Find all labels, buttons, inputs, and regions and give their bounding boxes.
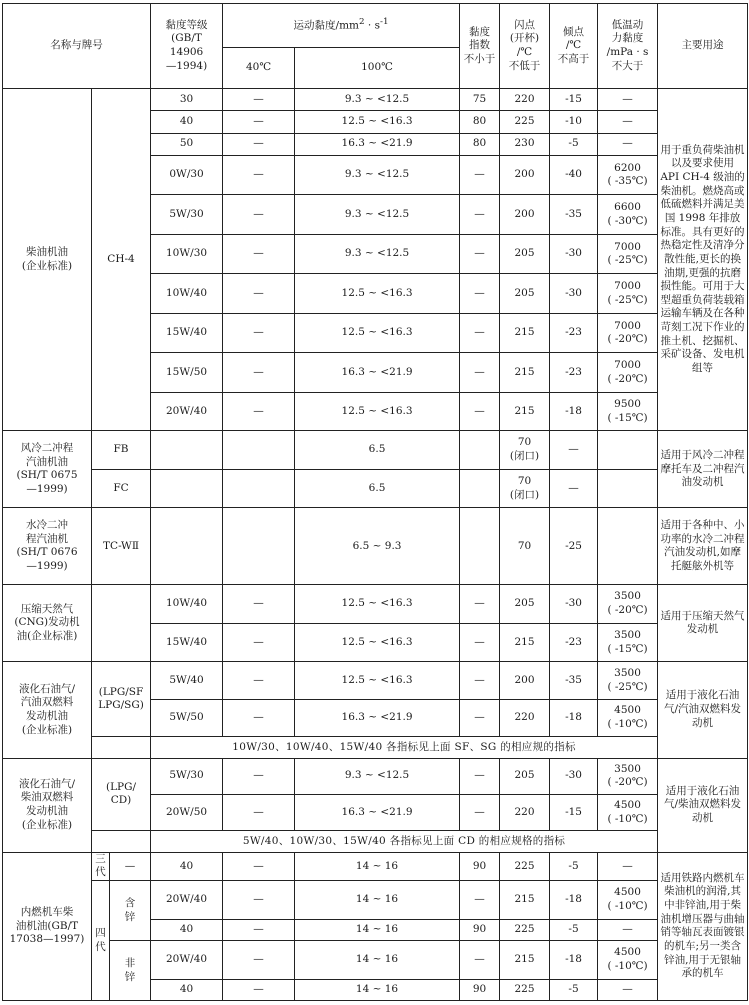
low-temp-cell: 4500 ( -10℃) — [598, 794, 658, 830]
vi-cell: — — [460, 758, 500, 794]
v40-cell: — — [223, 234, 295, 274]
v100-cell: 14 ~ 16 — [295, 919, 460, 940]
kv-prefix: 运动黏度/mm — [293, 19, 359, 32]
header-name-brand: 名称与牌号 — [3, 4, 151, 89]
header-row-1 — [3, 4, 748, 48]
v100-cell: 14 ~ 16 — [295, 979, 460, 1000]
low-temp-cell: 6200 ( -35℃) — [598, 155, 658, 195]
header-viscosity-index: 黏度 指数 不小于 — [460, 4, 500, 89]
vi-cell: — — [460, 662, 500, 699]
vi-cell — [460, 508, 500, 585]
grade-cell: 40 — [151, 852, 223, 881]
vi-cell: — — [460, 392, 500, 430]
v100-cell: 6.5 — [295, 469, 460, 507]
pour-cell: — — [550, 469, 598, 507]
flash-cell: 205 — [500, 234, 550, 274]
v100-cell: 9.3 ~ <12.5 — [295, 758, 460, 794]
v40-cell: — — [223, 794, 295, 830]
table-row — [3, 881, 748, 919]
grade-cell: 20W/50 — [151, 794, 223, 830]
low-temp-cell: 7000 ( -25℃) — [598, 274, 658, 314]
aircooled-usage: 适用于风冷二冲程摩托车及二冲程汽油发动机 — [658, 431, 748, 508]
aircooled-name: 风冷二冲程 汽油机油 (SH/T 0675 —1999) — [3, 431, 92, 508]
header-pour-point: 倾点 /℃ 不高于 — [550, 4, 598, 89]
grade-cell: 15W/40 — [151, 623, 223, 661]
low-temp-cell: 3500 ( -15℃) — [598, 623, 658, 661]
vi-cell: — — [460, 699, 500, 736]
pour-cell: -40 — [550, 155, 598, 195]
lpgdiesel-usage: 适用于液化石油气/柴油双燃料发动机 — [658, 758, 748, 852]
vi-cell: — — [460, 881, 500, 919]
table-row — [3, 662, 748, 699]
v40-cell: — — [223, 313, 295, 353]
gen4-label: 四 代 — [92, 881, 110, 1001]
zinc-label: 含 锌 — [110, 881, 151, 941]
vi-cell: — — [460, 794, 500, 830]
flash-cell: 225 — [500, 979, 550, 1000]
header-main-usage: 主要用途 — [658, 4, 748, 89]
diesel-name: 柴油机油 (企业标准) — [3, 89, 92, 431]
flash-cell: 200 — [500, 662, 550, 699]
grade-cell: 15W/50 — [151, 353, 223, 393]
vi-cell: — — [460, 234, 500, 274]
v100-cell: 6.5 — [295, 431, 460, 469]
low-temp-cell — [598, 508, 658, 585]
v40-cell: — — [223, 392, 295, 430]
watercooled-usage: 适用于各种中、小功率的水冷二冲程汽油发动机,如摩托艇舷外机等 — [658, 508, 748, 585]
v40-cell: — — [223, 699, 295, 736]
low-temp-cell: 9500 ( -15℃) — [598, 392, 658, 430]
pour-cell: -35 — [550, 662, 598, 699]
low-temp-cell: 3500 ( -20℃) — [598, 585, 658, 623]
grade-cell — [151, 469, 223, 507]
header-flash-point: 闪点 (开杯) /℃ 不低于 — [500, 4, 550, 89]
category-cell — [92, 585, 151, 662]
v40-cell: — — [223, 662, 295, 699]
table-row — [3, 469, 748, 507]
header-100c: 100℃ — [295, 47, 460, 89]
flash-cell: 215 — [500, 941, 550, 979]
pour-cell: -5 — [550, 919, 598, 940]
pour-cell: -30 — [550, 585, 598, 623]
flash-cell: 220 — [500, 89, 550, 111]
pour-cell: -23 — [550, 353, 598, 393]
v40-cell: — — [223, 852, 295, 881]
pour-cell: -23 — [550, 313, 598, 353]
v100-cell: 9.3 ~ <12.5 — [295, 234, 460, 274]
locomotive-usage: 适用铁路内燃机车柴油机的润滑,其中非锌油,用于柴油机增压器与曲轴销等轴瓦表面镀银的机车;另一类含锌油,用于无银轴承的机车 — [658, 852, 748, 1000]
pour-cell: -5 — [550, 979, 598, 1000]
low-temp-cell: 7000 ( -20℃) — [598, 353, 658, 393]
flash-cell: 220 — [500, 699, 550, 736]
lpg-note: 10W/30、10W/40、15W/40 各指标见上面 SF、SG 的相应规的指标 — [151, 737, 658, 758]
low-temp-cell: 4500 ( -10℃) — [598, 699, 658, 736]
grade-cell: 30 — [151, 89, 223, 111]
table-row — [3, 758, 748, 794]
low-temp-cell: — — [598, 979, 658, 1000]
v100-cell: 12.5 ~ <16.3 — [295, 392, 460, 430]
flash-cell: 70 — [500, 508, 550, 585]
pour-cell: -15 — [550, 794, 598, 830]
v100-cell: 9.3 ~ <12.5 — [295, 155, 460, 195]
flash-cell: 70 (闭口) — [500, 431, 550, 469]
v40-cell: — — [223, 623, 295, 661]
low-temp-cell: — — [598, 852, 658, 881]
flash-cell: 225 — [500, 919, 550, 940]
lpgdiesel-note: 5W/40、10W/30、15W/40 各指标见上面 CD 的相应规格的指标 — [151, 831, 658, 852]
grade-cell — [151, 508, 223, 585]
grade-cell: 40 — [151, 919, 223, 940]
category-cell: FB — [92, 431, 151, 469]
lpg-note-spacer — [92, 737, 151, 758]
low-temp-cell: 3500 ( -20℃) — [598, 758, 658, 794]
v40-cell: — — [223, 919, 295, 940]
v40-cell — [223, 431, 295, 469]
vi-cell: — — [460, 623, 500, 661]
low-temp-cell: 3500 ( -25℃) — [598, 662, 658, 699]
pour-cell: -30 — [550, 274, 598, 314]
pour-cell: -23 — [550, 623, 598, 661]
locomotive-name: 内燃机车柴 油机油(GB/T 17038—1997) — [3, 852, 92, 1000]
header-low-temp-viscosity: 低温动 力黏度 /mPa · s 不大于 — [598, 4, 658, 89]
low-temp-cell: — — [598, 89, 658, 111]
header-40c: 40℃ — [223, 47, 295, 89]
v100-cell: 16.3 ~ <21.9 — [295, 353, 460, 393]
oil-spec-table — [2, 3, 748, 1001]
pour-cell: — — [550, 431, 598, 469]
low-temp-cell — [598, 431, 658, 469]
v100-cell: 12.5 ~ <16.3 — [295, 111, 460, 133]
grade-cell: 40 — [151, 979, 223, 1000]
grade-cell: 15W/40 — [151, 313, 223, 353]
grade-cell — [151, 431, 223, 469]
category-cell: TC-WⅡ — [92, 508, 151, 585]
pour-cell: -30 — [550, 758, 598, 794]
flash-cell: 205 — [500, 758, 550, 794]
v40-cell: — — [223, 89, 295, 111]
table-row — [3, 585, 748, 623]
v100-cell: 12.5 ~ <16.3 — [295, 662, 460, 699]
v40-cell: — — [223, 979, 295, 1000]
grade-cell: 10W/30 — [151, 234, 223, 274]
vi-cell: 80 — [460, 111, 500, 133]
pour-cell: -18 — [550, 392, 598, 430]
grade-cell: 0W/30 — [151, 155, 223, 195]
vi-cell: — — [460, 585, 500, 623]
grade-cell: 10W/40 — [151, 585, 223, 623]
pour-cell: -15 — [550, 89, 598, 111]
lpg-category: (LPG/SF LPG/SG) — [92, 662, 151, 737]
vi-cell: — — [460, 195, 500, 235]
flash-cell: 205 — [500, 274, 550, 314]
v40-cell: — — [223, 941, 295, 979]
grade-cell: 5W/30 — [151, 758, 223, 794]
flash-cell: 225 — [500, 852, 550, 881]
flash-cell: 200 — [500, 195, 550, 235]
v100-cell: 9.3 ~ <12.5 — [295, 89, 460, 111]
v100-cell: 14 ~ 16 — [295, 941, 460, 979]
diesel-category: CH-4 — [92, 89, 151, 431]
low-temp-cell: 4500 ( -10℃) — [598, 881, 658, 919]
low-temp-cell: 4500 ( -10℃) — [598, 941, 658, 979]
vi-cell: — — [460, 155, 500, 195]
v100-cell: 16.3 ~ <21.9 — [295, 133, 460, 155]
table-row — [3, 737, 748, 758]
v100-cell: 16.3 ~ <21.9 — [295, 699, 460, 736]
v100-cell: 6.5 ~ 9.3 — [295, 508, 460, 585]
pour-cell: -25 — [550, 508, 598, 585]
vi-cell: — — [460, 274, 500, 314]
pour-cell: -30 — [550, 234, 598, 274]
table-row — [3, 89, 748, 111]
gen3-label: 三代 — [92, 852, 110, 881]
low-temp-cell: 6600 ( -30℃) — [598, 195, 658, 235]
flash-cell: 215 — [500, 392, 550, 430]
lpgdiesel-category: (LPG/ CD) — [92, 758, 151, 831]
v100-cell: 14 ~ 16 — [295, 881, 460, 919]
low-temp-cell: 7000 ( -25℃) — [598, 234, 658, 274]
pour-cell: -18 — [550, 941, 598, 979]
v100-cell: 12.5 ~ <16.3 — [295, 313, 460, 353]
grade-cell: 20W/40 — [151, 941, 223, 979]
table-row — [3, 852, 748, 881]
grade-cell: 40 — [151, 111, 223, 133]
flash-cell: 205 — [500, 585, 550, 623]
flash-cell: 200 — [500, 155, 550, 195]
header-kinematic-viscosity — [223, 4, 460, 48]
v40-cell — [223, 508, 295, 585]
grade-cell: 20W/40 — [151, 392, 223, 430]
category-cell: FC — [92, 469, 151, 507]
flash-cell: 70 (闭口) — [500, 469, 550, 507]
v40-cell: — — [223, 133, 295, 155]
v100-cell: 14 ~ 16 — [295, 852, 460, 881]
flash-cell: 215 — [500, 313, 550, 353]
v40-cell: — — [223, 758, 295, 794]
cng-usage: 适用于压缩天然气发动机 — [658, 585, 748, 662]
vi-cell: 90 — [460, 852, 500, 881]
v100-cell: 12.5 ~ <16.3 — [295, 274, 460, 314]
table-row — [3, 431, 748, 469]
grade-cell: 5W/30 — [151, 195, 223, 235]
v40-cell: — — [223, 353, 295, 393]
lpgdiesel-name: 液化石油气/ 柴油双燃料 发动机油 (企业标准) — [3, 758, 92, 852]
kv-mid: · s — [364, 19, 380, 32]
pour-cell: -18 — [550, 881, 598, 919]
grade-cell: 20W/40 — [151, 881, 223, 919]
low-temp-cell — [598, 469, 658, 507]
cng-name: 压缩天然气 (CNG)发动机 油(企业标准) — [3, 585, 92, 662]
v100-cell: 12.5 ~ <16.3 — [295, 623, 460, 661]
v40-cell: — — [223, 274, 295, 314]
low-temp-cell: — — [598, 919, 658, 940]
vi-cell: 90 — [460, 979, 500, 1000]
gen3-sub: — — [110, 852, 151, 881]
vi-cell: 90 — [460, 919, 500, 940]
vi-cell: — — [460, 313, 500, 353]
v100-cell: 16.3 ~ <21.9 — [295, 794, 460, 830]
grade-cell: 50 — [151, 133, 223, 155]
vi-cell: — — [460, 353, 500, 393]
flash-cell: 225 — [500, 111, 550, 133]
grade-cell: 5W/40 — [151, 662, 223, 699]
vi-cell — [460, 431, 500, 469]
v40-cell: — — [223, 195, 295, 235]
table-row — [3, 831, 748, 852]
lpgdiesel-note-spacer — [92, 831, 151, 852]
nonzinc-label: 非 锌 — [110, 941, 151, 1001]
vi-cell: 80 — [460, 133, 500, 155]
watercooled-name: 水冷二冲 程汽油机 (SH/T 0676 —1999) — [3, 508, 92, 585]
grade-cell: 10W/40 — [151, 274, 223, 314]
low-temp-cell: 7000 ( -20℃) — [598, 313, 658, 353]
flash-cell: 215 — [500, 353, 550, 393]
v100-cell: 12.5 ~ <16.3 — [295, 585, 460, 623]
flash-cell: 220 — [500, 794, 550, 830]
pour-cell: -10 — [550, 111, 598, 133]
grade-cell: 5W/50 — [151, 699, 223, 736]
pour-cell: -5 — [550, 133, 598, 155]
header-viscosity-grade: 黏度等级 (GB/T 14906 —1994) — [151, 4, 223, 89]
pour-cell: -35 — [550, 195, 598, 235]
pour-cell: -5 — [550, 852, 598, 881]
v40-cell: — — [223, 155, 295, 195]
v100-cell: 9.3 ~ <12.5 — [295, 195, 460, 235]
diesel-usage: 用于重负荷柴油机以及要求使用 API CH-4 级油的柴油机。燃烧高或低硫燃料并满足美国 1998 年排放标准。具有更好的热稳定性及清净分散性能,更长的换油期,更强的抗磨损性能。可用于大型超重负荷装载箱运输车辆及在各种苛刻工况下作业的推土机、挖掘机、采矿设备、发电机组等 — [658, 89, 748, 431]
v40-cell — [223, 469, 295, 507]
vi-cell: 75 — [460, 89, 500, 111]
table-row — [3, 508, 748, 585]
pour-cell: -18 — [550, 699, 598, 736]
kv-sup1: 2 — [359, 17, 365, 28]
flash-cell: 215 — [500, 623, 550, 661]
vi-cell — [460, 469, 500, 507]
v40-cell: — — [223, 881, 295, 919]
kv-sup2: -1 — [379, 17, 389, 28]
table-row — [3, 941, 748, 979]
flash-cell: 230 — [500, 133, 550, 155]
lpg-name: 液化石油气/ 汽油双燃料 发动机油 (企业标准) — [3, 662, 92, 758]
low-temp-cell: — — [598, 111, 658, 133]
low-temp-cell: — — [598, 133, 658, 155]
v40-cell: — — [223, 585, 295, 623]
flash-cell: 215 — [500, 881, 550, 919]
vi-cell: — — [460, 941, 500, 979]
v40-cell: — — [223, 111, 295, 133]
lpg-usage: 适用于液化石油气/汽油双燃料发动机 — [658, 662, 748, 758]
